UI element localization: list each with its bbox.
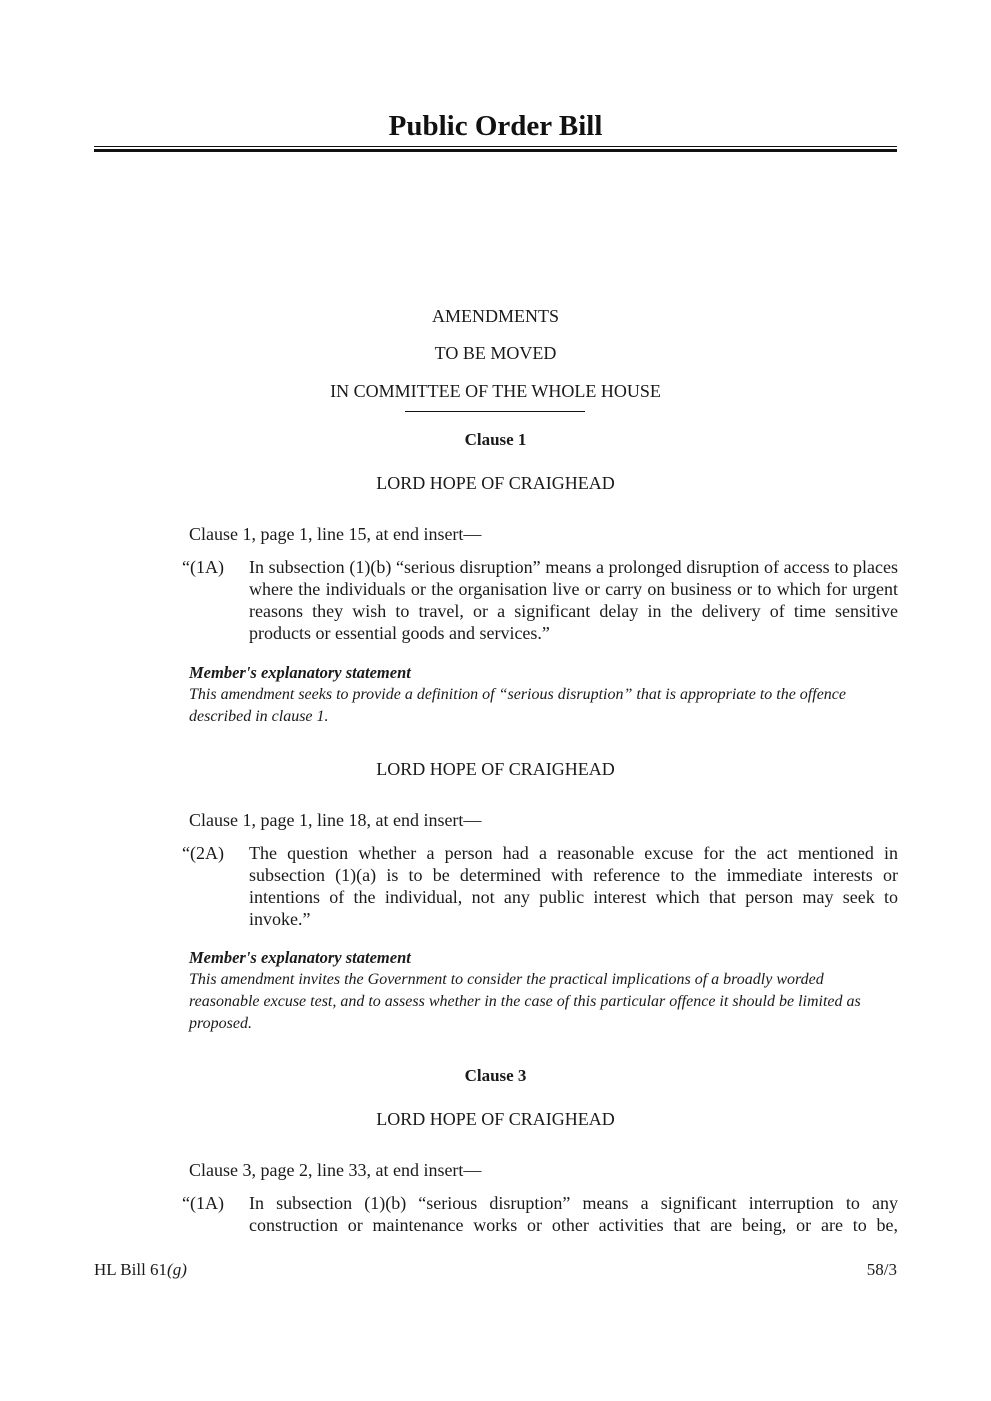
explanatory-heading: Member's explanatory statement: [189, 948, 411, 967]
heading-committee: IN COMMITTEE OF THE WHOLE HOUSE: [330, 381, 661, 401]
amendment-number: “(2A): [182, 843, 224, 863]
explanatory-statement: [189, 662, 898, 728]
explanatory-heading: Member's explanatory statement: [189, 663, 411, 682]
heading-amendments: AMENDMENTS: [431, 306, 559, 326]
amendment-instruction: Clause 3, page 2, line 33, at end insert—: [189, 1160, 482, 1180]
amendment-text-block: [182, 842, 898, 930]
heading-to-be-moved: TO BE MOVED: [434, 343, 557, 363]
page-reference: 58/3: [866, 1260, 897, 1279]
clause-heading: Clause 1: [464, 430, 527, 449]
amendment-text-block: [182, 1192, 898, 1236]
title-rule-thick: [94, 149, 897, 152]
explanatory-text: This amendment invites the Government to consider the practical implications of a broadly worded reasonable excuse test, and to assess whether in the case of this particular offence it should be limited as proposed.: [189, 971, 861, 1032]
member-name: LORD HOPE OF CRAIGHEAD: [376, 759, 615, 779]
bill-number: HL Bill 61: [94, 1260, 168, 1279]
amendment-text: In subsection (1)(b) “serious disruption” means a significant interruption to any construction or maintenance works or other activities that are being, or are to be,: [249, 1193, 898, 1235]
amendment-text-block: [182, 556, 898, 644]
member-name: LORD HOPE OF CRAIGHEAD: [376, 1109, 615, 1129]
amendment-instruction: Clause 1, page 1, line 15, at end insert—: [189, 524, 482, 544]
bill-print-suffix: (g): [167, 1260, 187, 1279]
explanatory-statement: [189, 947, 898, 1035]
amendment-number: “(1A): [182, 1193, 224, 1213]
bill-reference: [94, 1259, 187, 1281]
amendment-text: The question whether a person had a reasonable excuse for the act mentioned in subsection (1)(a) is to be determined with reference to the immediate interests or intentions of the individual, not any public interest which that person may seek to invoke.”: [249, 843, 898, 929]
heading-divider: [405, 411, 585, 412]
member-name: LORD HOPE OF CRAIGHEAD: [376, 473, 615, 493]
amendment-number: “(1A): [182, 557, 224, 577]
amendment-text: In subsection (1)(b) “serious disruption” means a prolonged disruption of access to places where the individuals or the organisation live or carry on business or to which for urgent reasons they wish to travel, or a significant delay in the delivery of time sensitive products or essential goods and services.”: [249, 557, 898, 643]
title-rule-thin: [94, 146, 897, 147]
amendment-instruction: Clause 1, page 1, line 18, at end insert—: [189, 810, 482, 830]
bill-title: Public Order Bill: [388, 110, 603, 142]
explanatory-text: This amendment seeks to provide a definition of “serious disruption” that is appropriate to the offence described in clause 1.: [189, 686, 846, 725]
clause-heading: Clause 3: [464, 1066, 527, 1085]
